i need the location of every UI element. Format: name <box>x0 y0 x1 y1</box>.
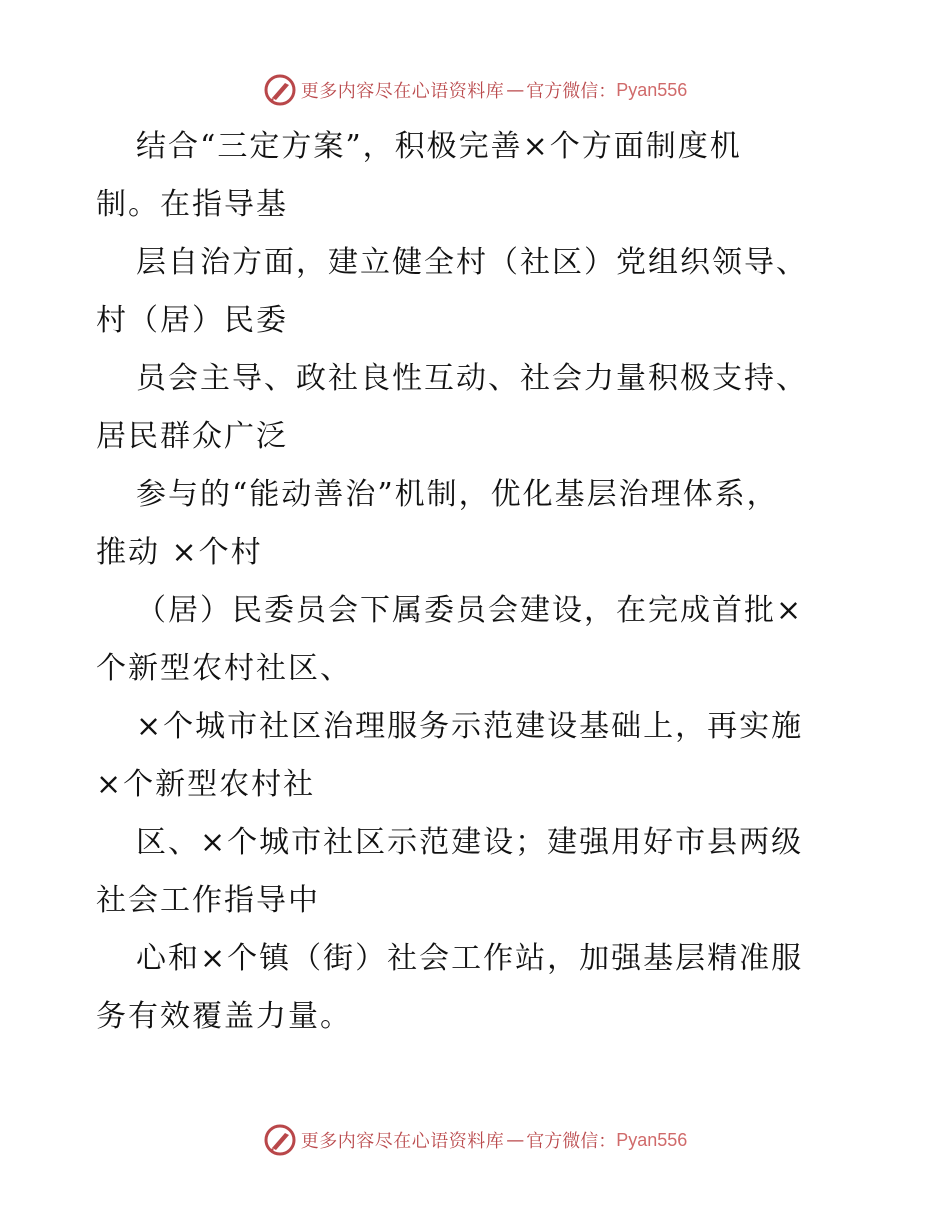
paragraph-line: 区、×个城市社区示范建设；建强用好市县两级 <box>136 825 804 860</box>
quill-pen-logo-icon <box>263 73 297 107</box>
watermark-dash: — <box>506 1129 525 1151</box>
paragraph-line: （居）民委员会下属委员会建设，在完成首批× <box>136 593 804 628</box>
quill-pen-logo-icon <box>263 1123 297 1157</box>
paragraph-line: 结合“三定方案”，积极完善×个方面制度机 <box>136 129 742 164</box>
header-watermark <box>0 70 950 110</box>
paragraph-line: 务有效覆盖力量。 <box>96 999 352 1034</box>
watermark-dash: — <box>506 79 525 101</box>
paragraph-line: ×个新型农村社 <box>96 767 316 802</box>
watermark-wechat-label: 官方微信： <box>526 1131 617 1152</box>
paragraph-line: ×个城市社区治理服务示范建设基础上，再实施 <box>136 709 804 744</box>
paragraph-line: 个新型农村社区、 <box>96 651 352 686</box>
paragraph-line: 心和×个镇（街）社会工作站，加强基层精准服 <box>136 941 804 976</box>
watermark-text: 更多内容尽在心语资料库 <box>300 1131 505 1152</box>
watermark-wechat-id: Pyan556 <box>616 1129 688 1150</box>
watermark-text: 更多内容尽在心语资料库 <box>300 81 505 102</box>
document-body <box>96 118 866 1046</box>
paragraph-line: 居民群众广泛 <box>96 419 288 454</box>
watermark-wechat-id: Pyan556 <box>616 79 688 100</box>
watermark-wechat-label: 官方微信： <box>526 81 617 102</box>
paragraph-line: 员会主导、政社良性互动、社会力量积极支持、 <box>136 361 808 396</box>
paragraph-line: 推动 ×个村 <box>96 535 263 570</box>
paragraph-line: 村（居）民委 <box>96 303 288 338</box>
paragraph-line: 参与的“能动善治”机制，优化基层治理体系， <box>136 477 779 512</box>
paragraph-line: 制。在指导基 <box>96 187 288 222</box>
paragraph-line: 层自治方面，建立健全村（社区）党组织领导、 <box>136 245 808 280</box>
footer-watermark <box>0 1120 950 1160</box>
paragraph-line: 社会工作指导中 <box>96 883 320 918</box>
